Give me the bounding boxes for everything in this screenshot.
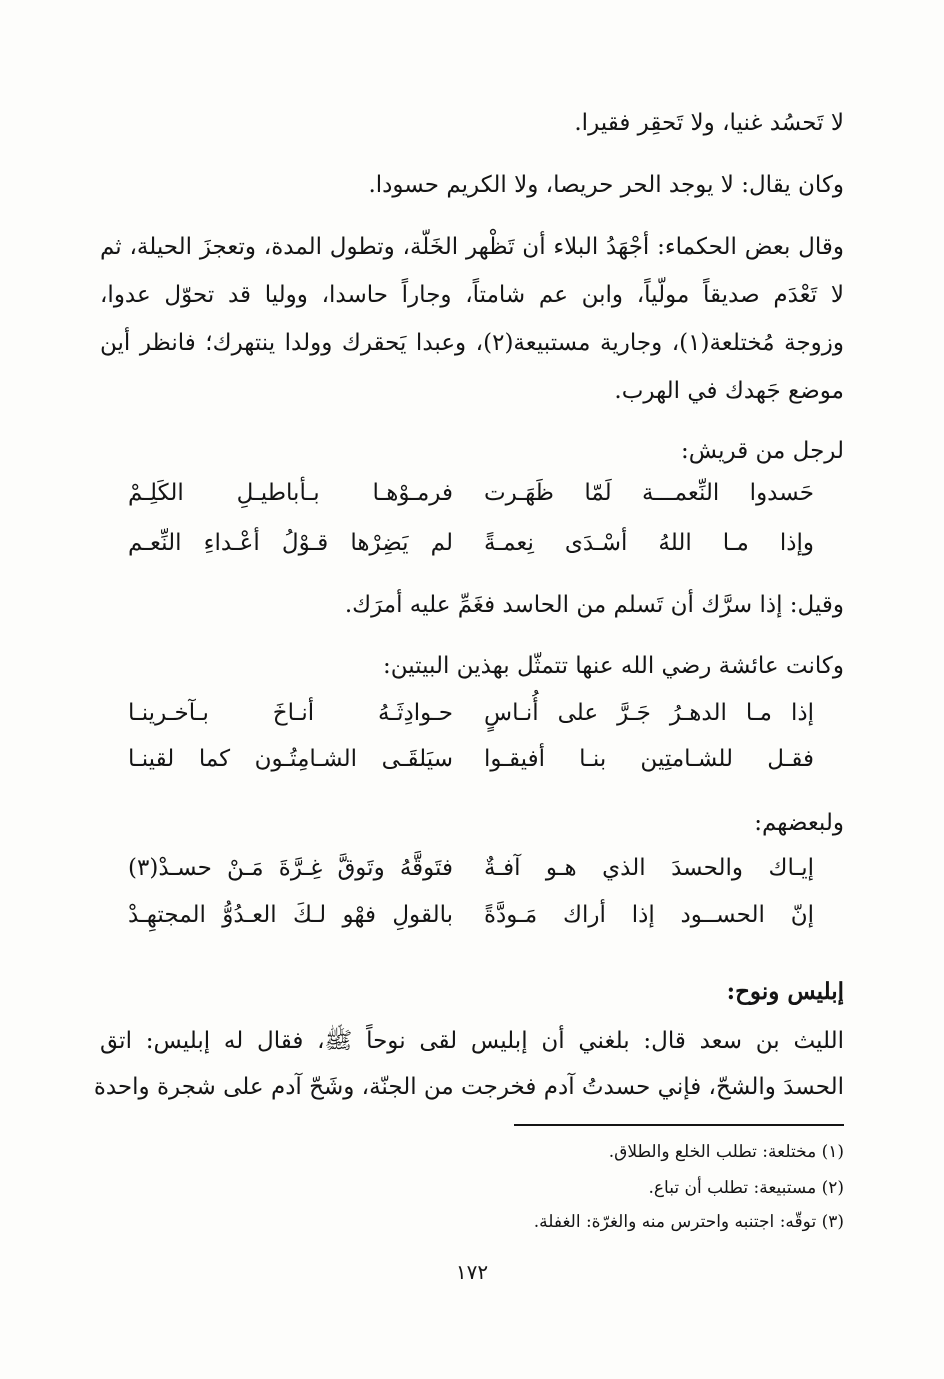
poem-intro-aisha: وكانت عائشة رضي الله عنها تتمثّل بهذين البيتين: [382,653,844,679]
footnote-1: (١) مختلعة: تطلب الخلع والطلاق. [608,1142,844,1162]
footnote-3: (٣) توقّه: اجتنبه واحترس منه والغرّة: الغفلة. [533,1212,844,1232]
verse-quraysh-2-right: وإذا مـا اللهُ أسْـدَى نِعمـةً [484,530,814,556]
paragraph-wise-line-4: موضع جَهدك في الهرب. [614,378,844,404]
verse-aisha-2-left: سيَلقَـى الشـامِتُـون كما لقينـا [128,746,453,772]
verse-others-1-right: إيـاك والحسدَ الذي هـو آفـةٌ [484,855,814,881]
page-number: ١٧٢ [455,1260,489,1284]
paragraph-layth-line-1: الليث بن سعد قال: بلغني أن إبليس لقى نوحاً ﷺ، فقال له إبليس: اتق [100,1028,844,1054]
paragraph-envy-rich: لا تَحسُد غنيا، ولا تَحقِر فقيرا. [574,110,844,136]
poem-intro-others: ولبعضهم: [754,810,844,836]
verse-others-2-left: بالقولِ فهْو لـكَ العـدُوُّ المجتهِـدْ [128,902,453,928]
verse-aisha-2-right: فقـل للشـامتِين بنـا أفيقـوا [484,746,814,772]
paragraph-wise-line-1: وقال بعض الحكماء: أجْهَدُ البلاء أن تَظْهر الخَلّة، وتطول المدة، وتعجزَ الحيلة، ثم [100,234,844,260]
verse-quraysh-1-right: حَسدوا النِّعمـــة لَمّا ظَهَـرت [484,480,814,506]
verse-others-1-left: فتَوقَّهُ وتَوقَّ غِـرَّةَ مَـنْ حسـدْ(٣) [128,855,453,881]
section-heading-iblis-noah: إبليس ونوح: [726,978,844,1005]
verse-aisha-1-right: إذا مـا الدهـرُ جَـرَّ على أُنـاسٍ [484,700,814,726]
verse-aisha-1-left: حـوادِثَـهُ أنـاخَ بـآخـرينـا [128,700,453,726]
verse-others-2-right: إنّ الحســود إذا أراك مَـودَّةً [484,902,814,928]
footnote-divider [514,1124,844,1126]
paragraph-saying-free-man: وكان يقال: لا يوجد الحر حريصا، ولا الكريم حسودا. [368,172,844,198]
footnote-2: (٢) مستبيعة: تطلب أن تباع. [648,1178,844,1198]
poem-intro-quraysh: لرجل من قريش: [681,438,844,464]
paragraph-wise-line-2: لا تَعْدَم صديقاً مولّياً، وابن عم شامتاً، وجاراً حاسدا، ووليا قد تحوّل عدوا، [100,282,844,308]
verse-quraysh-1-left: فرمـوْهـا بـأباطيـلِ الكَلِـمْ [128,480,453,506]
paragraph-layth-line-2: الحسدَ والشحّ، فإني حسدتُ آدم فخرجت من الجنّة، وشَحّ آدم على شجرة واحدة [93,1074,844,1100]
paragraph-saying-envier: وقيل: إذا سرَّك أن تَسلم من الحاسد فغَمِّ عليه أمرَك. [344,592,844,618]
paragraph-wise-line-3: وزوجة مُختلعة(١)، وجارية مستبيعة(٢)، وعبدا يَحقرك وولدا ينتهرك؛ فانظر أين [100,330,844,356]
verse-quraysh-2-left: لم يَضِرْها قـوْلُ أعْـداءِ النِّعـم [128,530,453,556]
